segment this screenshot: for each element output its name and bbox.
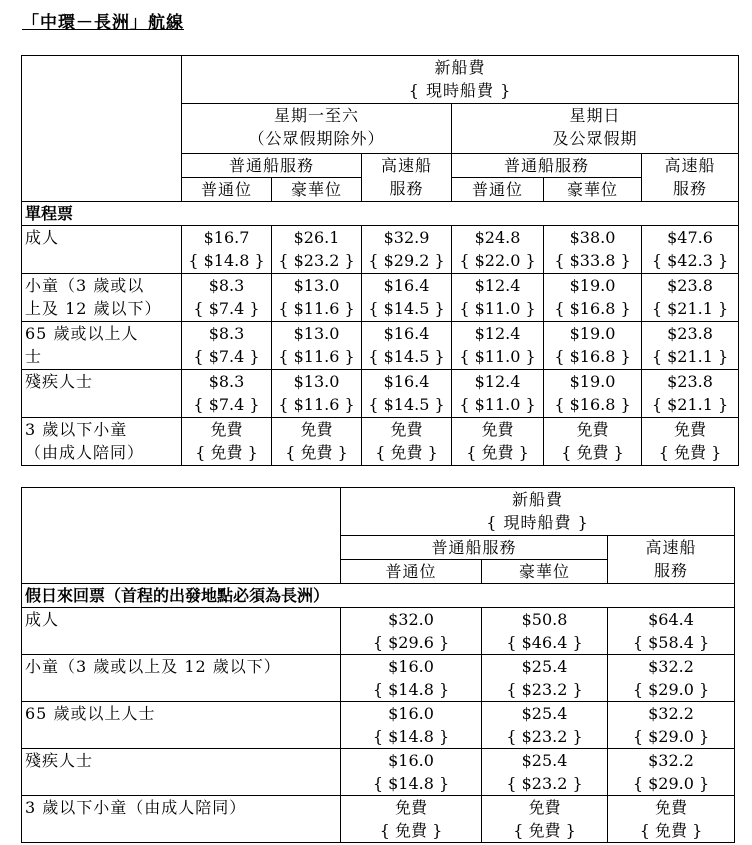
new-fare-value: 免費 bbox=[654, 798, 687, 817]
current-fare-value: { $42.3 } bbox=[651, 251, 729, 270]
passenger-type-label: 士 bbox=[25, 347, 43, 366]
fare-cell bbox=[362, 370, 452, 418]
fare-cell bbox=[341, 702, 482, 749]
new-fare-value: $32.2 bbox=[648, 704, 694, 723]
section-heading: 單程票 bbox=[22, 202, 739, 226]
fare-cell bbox=[341, 655, 482, 702]
fare-cell bbox=[182, 418, 272, 466]
passenger-type-cell bbox=[22, 370, 182, 418]
passenger-type-label: 殘疾人士 bbox=[25, 751, 94, 770]
new-fare-value: $16.4 bbox=[383, 372, 430, 391]
fare-row bbox=[22, 749, 735, 796]
passenger-type-cell bbox=[22, 702, 341, 749]
new-fare-value: 免費 bbox=[481, 420, 514, 439]
fare-cell bbox=[642, 322, 739, 370]
passenger-type-cell bbox=[22, 418, 182, 466]
fare-cell bbox=[608, 702, 735, 749]
fare-row bbox=[22, 655, 735, 702]
new-fare-value: $32.2 bbox=[648, 751, 694, 770]
current-fare-value: { $33.8 } bbox=[554, 251, 631, 270]
passenger-type-label: 3 歲以下小童（由成人陪同） bbox=[25, 798, 247, 817]
new-fare-header: 新船費 { 現時船費 } bbox=[341, 488, 735, 536]
fare-cell bbox=[482, 796, 608, 843]
new-fare-value: $16.4 bbox=[383, 276, 430, 295]
fare-cell bbox=[272, 418, 362, 466]
fare-cell bbox=[642, 370, 739, 418]
current-fare-value: { $29.6 } bbox=[372, 633, 450, 652]
new-fare-value: $23.8 bbox=[667, 324, 713, 343]
holiday-return-fare-table bbox=[21, 487, 735, 843]
fare-cell bbox=[341, 749, 482, 796]
passenger-type-cell bbox=[22, 322, 182, 370]
new-fare-value: $16.0 bbox=[388, 704, 434, 723]
fare-row bbox=[22, 370, 739, 418]
fare-cell bbox=[362, 226, 452, 274]
passenger-type-label: （由成人陪同） bbox=[25, 443, 145, 462]
section-heading: 假日來回票（首程的出發地點必須為長洲） bbox=[22, 584, 735, 608]
single-journey-fare-table bbox=[21, 55, 739, 466]
passenger-type-label: 成人 bbox=[25, 610, 60, 629]
current-fare-value: { $11.0 } bbox=[459, 299, 536, 318]
current-fare-value: { $14.5 } bbox=[368, 395, 445, 414]
current-fare-value: { $7.4 } bbox=[193, 347, 260, 366]
fare-cell bbox=[182, 226, 272, 274]
fare-row bbox=[22, 608, 735, 655]
new-fare-value: $12.4 bbox=[474, 372, 521, 391]
current-fare-value: { $29.0 } bbox=[632, 727, 710, 746]
current-fare-value: { 免費 } bbox=[375, 443, 438, 462]
current-fare-value: { $7.4 } bbox=[193, 299, 260, 318]
passenger-type-cell bbox=[22, 274, 182, 322]
current-fare-value: { $11.6 } bbox=[278, 299, 355, 318]
new-fare-value: $32.2 bbox=[648, 657, 694, 676]
passenger-type-cell bbox=[22, 749, 341, 796]
new-fare-value: $32.0 bbox=[388, 610, 434, 629]
new-fare-value: $19.0 bbox=[569, 276, 616, 295]
current-fare-value: { $16.8 } bbox=[554, 299, 631, 318]
new-fare-header: 新船費 { 現時船費 } bbox=[182, 56, 739, 104]
current-fare-value: { $23.2 } bbox=[506, 774, 583, 793]
new-fare-value: 免費 bbox=[576, 420, 609, 439]
new-fare-value: 免費 bbox=[390, 420, 423, 439]
new-fare-value: 免費 bbox=[528, 798, 561, 817]
header-blank-cell bbox=[22, 56, 182, 202]
current-fare-value: { $11.6 } bbox=[278, 395, 355, 414]
new-fare-value: $13.0 bbox=[293, 324, 340, 343]
fare-cell bbox=[272, 322, 362, 370]
fast-ferry-header: 高速船 服務 bbox=[608, 536, 735, 584]
fare-cell bbox=[362, 418, 452, 466]
fare-cell bbox=[182, 370, 272, 418]
current-fare-value: { $14.8 } bbox=[188, 251, 265, 270]
passenger-type-cell bbox=[22, 655, 341, 702]
fare-row bbox=[22, 322, 739, 370]
passenger-type-label: 殘疾人士 bbox=[25, 372, 94, 391]
fare-cell bbox=[272, 370, 362, 418]
ordinary-service-header: 普通船服務 bbox=[182, 154, 362, 178]
passenger-type-cell bbox=[22, 226, 182, 274]
new-fare-value: $16.4 bbox=[383, 324, 430, 343]
current-fare-value: { $23.2 } bbox=[278, 251, 355, 270]
current-fare-value: { $21.1 } bbox=[651, 299, 729, 318]
current-fare-value: { $23.2 } bbox=[506, 727, 583, 746]
passenger-type-label: 小童（3 歲或以 bbox=[25, 276, 145, 295]
passenger-type-label: 小童（3 歲或以上及 12 歲以下） bbox=[25, 657, 281, 676]
new-fare-value: $50.8 bbox=[521, 610, 568, 629]
fare-cell bbox=[272, 274, 362, 322]
current-fare-value: { 免費 } bbox=[639, 821, 703, 840]
new-fare-value: $13.0 bbox=[293, 276, 340, 295]
current-fare-value: { $11.0 } bbox=[459, 347, 536, 366]
new-fare-value: 免費 bbox=[300, 420, 333, 439]
fare-cell bbox=[544, 226, 642, 274]
current-fare-value: { 免費 } bbox=[658, 443, 722, 462]
fare-cell bbox=[182, 322, 272, 370]
new-fare-value: $8.3 bbox=[208, 324, 245, 343]
current-fare-value: { 免費 } bbox=[466, 443, 529, 462]
weekday-header: 星期一至六 （公眾假期除外） bbox=[182, 104, 452, 154]
new-fare-value: $13.0 bbox=[293, 372, 340, 391]
fare-cell bbox=[362, 322, 452, 370]
current-fare-value: { $16.8 } bbox=[554, 347, 631, 366]
passenger-type-label: 65 歲或以上人士 bbox=[25, 704, 156, 723]
new-fare-value: $8.3 bbox=[208, 372, 245, 391]
new-fare-value: $23.8 bbox=[667, 372, 713, 391]
new-fare-value: $19.0 bbox=[569, 372, 616, 391]
deluxe-class-header: 豪華位 bbox=[482, 560, 608, 584]
fare-cell bbox=[642, 274, 739, 322]
passenger-type-label: 65 歲或以上人 bbox=[25, 324, 139, 343]
fare-cell bbox=[482, 655, 608, 702]
ordinary-service-header: 普通船服務 bbox=[341, 536, 608, 560]
fare-cell bbox=[544, 274, 642, 322]
ordinary-class-header: 普通位 bbox=[452, 178, 544, 202]
fare-cell bbox=[482, 749, 608, 796]
ordinary-class-header: 普通位 bbox=[341, 560, 482, 584]
passenger-type-label: 成人 bbox=[25, 228, 60, 247]
current-fare-value: { $14.8 } bbox=[372, 727, 450, 746]
current-fare-value: { $11.6 } bbox=[278, 347, 355, 366]
fare-cell bbox=[452, 418, 544, 466]
current-fare-value: { $29.0 } bbox=[632, 774, 710, 793]
fare-cell bbox=[608, 796, 735, 843]
fare-cell bbox=[341, 796, 482, 843]
fare-cell bbox=[544, 418, 642, 466]
current-fare-value: { $11.0 } bbox=[459, 395, 536, 414]
fare-cell bbox=[608, 749, 735, 796]
current-fare-value: { $46.4 } bbox=[506, 633, 583, 652]
fast-ferry-header: 高速船 服務 bbox=[642, 154, 739, 202]
new-fare-value: $64.4 bbox=[648, 610, 694, 629]
new-fare-value: $12.4 bbox=[474, 276, 521, 295]
fare-cell bbox=[608, 655, 735, 702]
passenger-type-cell bbox=[22, 796, 341, 843]
fare-cell bbox=[642, 226, 739, 274]
current-fare-value: { $58.4 } bbox=[632, 633, 710, 652]
new-fare-value: $25.4 bbox=[521, 751, 568, 770]
new-fare-value: $26.1 bbox=[293, 228, 340, 247]
fare-cell bbox=[482, 608, 608, 655]
new-fare-value: $47.6 bbox=[667, 228, 713, 247]
fare-cell bbox=[452, 274, 544, 322]
new-fare-value: $38.0 bbox=[569, 228, 616, 247]
passenger-type-label: 上及 12 歲以下） bbox=[25, 299, 162, 318]
holiday-header: 星期日 及公眾假期 bbox=[452, 104, 739, 154]
fare-row bbox=[22, 702, 735, 749]
fare-cell bbox=[452, 226, 544, 274]
fare-cell bbox=[544, 370, 642, 418]
new-fare-value: $19.0 bbox=[569, 324, 616, 343]
current-fare-value: { $7.4 } bbox=[193, 395, 260, 414]
new-fare-value: 免費 bbox=[394, 798, 427, 817]
current-fare-value: { 免費 } bbox=[195, 443, 258, 462]
deluxe-class-header: 豪華位 bbox=[272, 178, 362, 202]
new-fare-value: 免費 bbox=[674, 420, 707, 439]
current-fare-value: { $14.5 } bbox=[368, 347, 445, 366]
fare-cell bbox=[182, 274, 272, 322]
fare-cell bbox=[608, 608, 735, 655]
new-fare-value: $25.4 bbox=[521, 704, 568, 723]
fare-cell bbox=[452, 370, 544, 418]
new-fare-value: $24.8 bbox=[474, 228, 521, 247]
page-title: 「中環－長洲」航線 bbox=[22, 13, 184, 33]
new-fare-value: $16.7 bbox=[203, 228, 250, 247]
fare-cell bbox=[272, 226, 362, 274]
current-fare-value: { $22.0 } bbox=[459, 251, 536, 270]
passenger-type-label: 3 歲以下小童 bbox=[25, 420, 128, 439]
current-fare-value: { 免費 } bbox=[285, 443, 348, 462]
fare-cell bbox=[341, 608, 482, 655]
new-fare-value: $25.4 bbox=[521, 657, 568, 676]
fare-cell bbox=[482, 702, 608, 749]
current-fare-value: { $14.5 } bbox=[368, 299, 445, 318]
fare-row bbox=[22, 418, 739, 466]
new-fare-value: $12.4 bbox=[474, 324, 521, 343]
current-fare-value: { $29.2 } bbox=[368, 251, 445, 270]
header-blank-cell bbox=[22, 488, 341, 584]
fare-row bbox=[22, 226, 739, 274]
new-fare-value: $32.9 bbox=[383, 228, 430, 247]
current-fare-value: { 免費 } bbox=[561, 443, 624, 462]
new-fare-value: 免費 bbox=[210, 420, 243, 439]
deluxe-class-header: 豪華位 bbox=[544, 178, 642, 202]
current-fare-value: { $14.8 } bbox=[372, 774, 450, 793]
fare-cell bbox=[642, 418, 739, 466]
fast-ferry-header: 高速船 服務 bbox=[362, 154, 452, 202]
fare-row bbox=[22, 796, 735, 843]
new-fare-value: $23.8 bbox=[667, 276, 713, 295]
current-fare-value: { $21.1 } bbox=[651, 347, 729, 366]
ordinary-service-header: 普通船服務 bbox=[452, 154, 642, 178]
fare-cell bbox=[544, 322, 642, 370]
fare-row bbox=[22, 274, 739, 322]
current-fare-value: { $29.0 } bbox=[632, 680, 710, 699]
new-fare-value: $16.0 bbox=[388, 751, 434, 770]
current-fare-value: { $21.1 } bbox=[651, 395, 729, 414]
fare-cell bbox=[362, 274, 452, 322]
current-fare-value: { 免費 } bbox=[379, 821, 443, 840]
ordinary-class-header: 普通位 bbox=[182, 178, 272, 202]
new-fare-value: $16.0 bbox=[388, 657, 434, 676]
passenger-type-cell bbox=[22, 608, 341, 655]
current-fare-value: { 免費 } bbox=[513, 821, 576, 840]
current-fare-value: { $23.2 } bbox=[506, 680, 583, 699]
current-fare-value: { $16.8 } bbox=[554, 395, 631, 414]
current-fare-value: { $14.8 } bbox=[372, 680, 450, 699]
fare-cell bbox=[452, 322, 544, 370]
new-fare-value: $8.3 bbox=[208, 276, 245, 295]
